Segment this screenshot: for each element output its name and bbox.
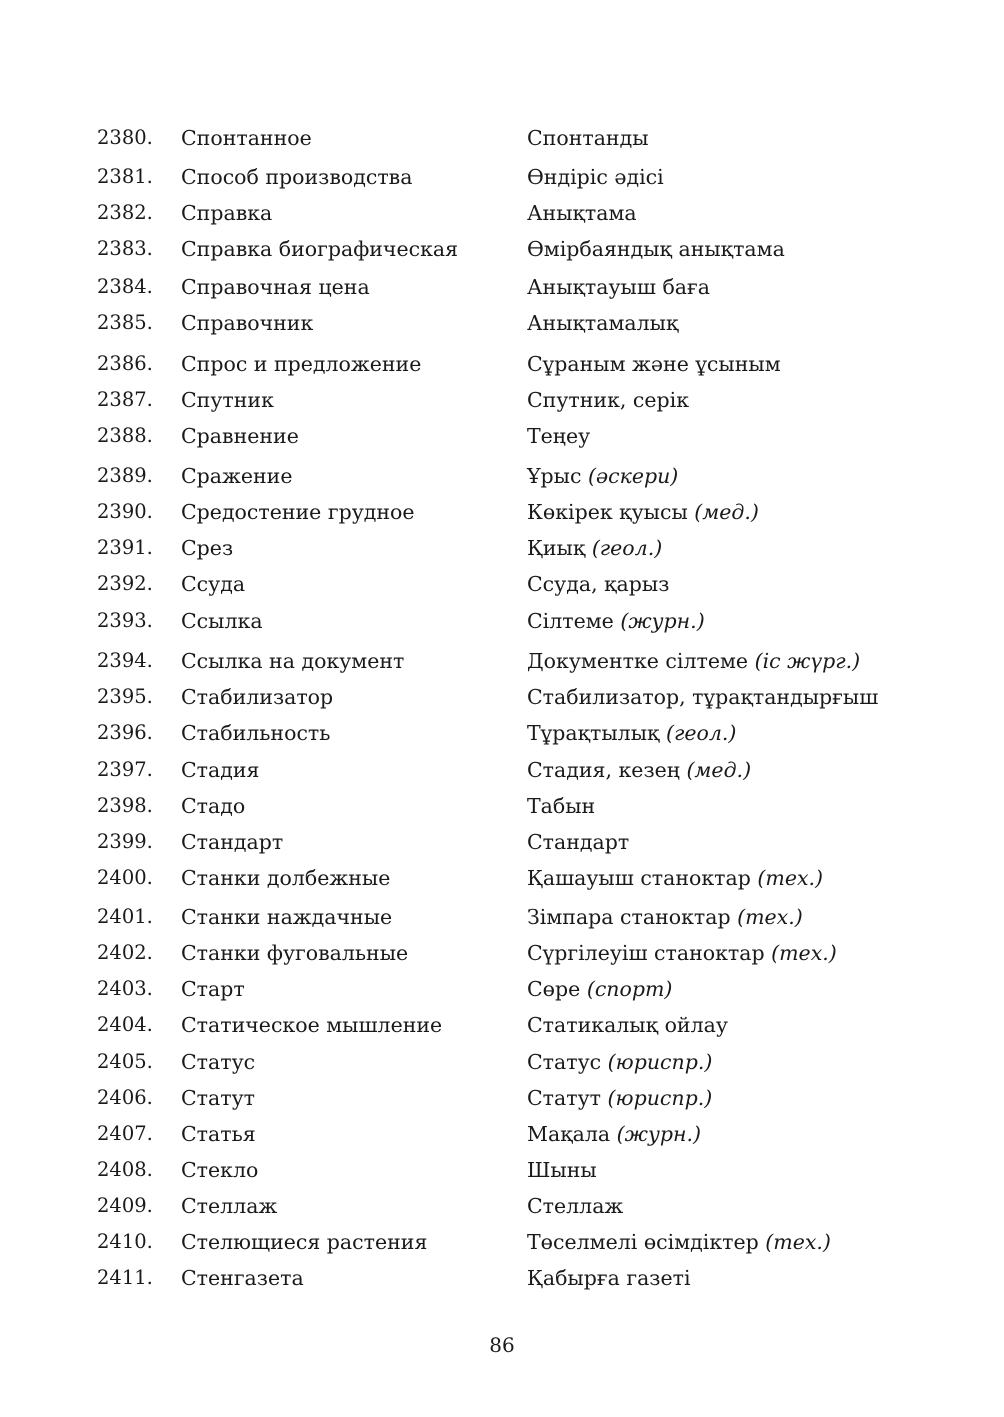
entry-row <box>0 935 1004 971</box>
kazakh-term: Өндіріс әдісі <box>527 165 664 189</box>
entry-number: 2408. <box>97 1158 153 1181</box>
entry-row <box>0 752 1004 788</box>
kazakh-translation <box>527 860 823 896</box>
russian-term: Стабильность <box>181 721 331 745</box>
kazakh-term: Табын <box>527 794 596 818</box>
kazakh-translation <box>527 382 689 418</box>
entry-number: 2401. <box>97 905 153 928</box>
entry-row <box>0 195 1004 231</box>
domain-note: (журн.) <box>620 609 705 633</box>
kazakh-translation <box>527 679 878 715</box>
domain-note: (тех.) <box>737 905 803 929</box>
entry-number: 2382. <box>97 201 153 224</box>
russian-term: Стекло <box>181 1158 259 1182</box>
russian-term: Справка <box>181 201 273 225</box>
entry-number: 2406. <box>97 1086 153 1109</box>
russian-term: Справка биографическая <box>181 237 459 261</box>
russian-term: Ссылка <box>181 609 263 633</box>
entry-number: 2399. <box>97 830 153 853</box>
entry-number: 2392. <box>97 572 153 595</box>
kazakh-term: Анықтама <box>527 201 637 225</box>
kazakh-term: Стадия, кезең <box>527 758 680 782</box>
entry-row <box>0 715 1004 751</box>
kazakh-translation <box>527 1224 831 1260</box>
russian-term: Статус <box>181 1050 256 1074</box>
russian-term: Ссылка на документ <box>181 649 405 673</box>
domain-note: (іс жүрг.) <box>754 649 861 673</box>
russian-term: Стабилизатор <box>181 685 334 709</box>
domain-note: (тех.) <box>765 1230 831 1254</box>
russian-term: Сравнение <box>181 424 299 448</box>
entry-row <box>0 566 1004 602</box>
russian-term: Срез <box>181 536 234 560</box>
entry-row <box>0 899 1004 935</box>
kazakh-term: Тұрақтылық <box>527 721 660 745</box>
russian-term: Станки фуговальные <box>181 941 409 965</box>
domain-note: (юриспр.) <box>607 1050 713 1074</box>
entry-number: 2403. <box>97 977 153 1000</box>
domain-note: (юриспр.) <box>607 1086 713 1110</box>
entry-number: 2393. <box>97 609 153 632</box>
kazakh-translation <box>527 305 678 341</box>
entry-number: 2395. <box>97 685 153 708</box>
kazakh-term: Зімпара станоктар <box>527 905 731 929</box>
entry-row <box>0 346 1004 382</box>
entry-number: 2390. <box>97 500 153 523</box>
kazakh-term: Ұрыс <box>527 464 582 488</box>
entry-row <box>0 1152 1004 1188</box>
entry-row <box>0 1188 1004 1224</box>
entry-row <box>0 120 1004 156</box>
domain-note: (мед.) <box>686 758 752 782</box>
kazakh-translation <box>527 603 705 639</box>
kazakh-term: Стеллаж <box>527 1194 624 1218</box>
russian-term: Стадия <box>181 758 260 782</box>
entry-number: 2394. <box>97 649 153 672</box>
kazakh-term: Анықтамалық <box>527 311 679 335</box>
russian-term: Стеллаж <box>181 1194 278 1218</box>
entry-row <box>0 971 1004 1007</box>
kazakh-term: Ссуда, қарыз <box>527 572 670 596</box>
kazakh-translation <box>527 1116 701 1152</box>
kazakh-term: Қабырға газеті <box>527 1266 691 1290</box>
kazakh-translation <box>527 899 803 935</box>
entry-number: 2389. <box>97 464 153 487</box>
entry-number: 2404. <box>97 1013 153 1036</box>
kazakh-term: Теңеу <box>527 424 591 448</box>
entry-row <box>0 860 1004 896</box>
russian-term: Средостение грудное <box>181 500 415 524</box>
kazakh-translation <box>527 788 595 824</box>
kazakh-translation <box>527 566 669 602</box>
domain-note: (спорт) <box>586 977 673 1001</box>
kazakh-translation <box>527 418 590 454</box>
entry-row <box>0 603 1004 639</box>
entry-row <box>0 231 1004 267</box>
kazakh-translation <box>527 159 664 195</box>
domain-note: (журн.) <box>616 1122 701 1146</box>
entry-row <box>0 1080 1004 1116</box>
kazakh-translation <box>527 195 637 231</box>
kazakh-term: Төселмелі өсімдіктер <box>527 1230 759 1254</box>
entry-number: 2398. <box>97 794 153 817</box>
entry-number: 2381. <box>97 165 153 188</box>
entry-number: 2397. <box>97 758 153 781</box>
kazakh-term: Қашауыш станоктар <box>527 866 751 890</box>
kazakh-translation <box>527 935 837 971</box>
entry-row <box>0 1007 1004 1043</box>
russian-term: Стелющиеся растения <box>181 1230 428 1254</box>
kazakh-translation <box>527 494 759 530</box>
entry-row <box>0 382 1004 418</box>
kazakh-term: Анықтауыш баға <box>527 275 710 299</box>
kazakh-translation <box>527 715 736 751</box>
entry-number: 2402. <box>97 941 153 964</box>
kazakh-translation <box>527 269 710 305</box>
entry-number: 2385. <box>97 311 153 334</box>
kazakh-term: Спутник, серік <box>527 388 690 412</box>
entry-number: 2411. <box>97 1266 153 1289</box>
entry-number: 2384. <box>97 275 153 298</box>
russian-term: Способ производства <box>181 165 413 189</box>
kazakh-translation <box>527 824 629 860</box>
entry-number: 2391. <box>97 536 153 559</box>
entry-number: 2387. <box>97 388 153 411</box>
entry-number: 2380. <box>97 126 153 149</box>
kazakh-term: Сөре <box>527 977 581 1001</box>
page-number: 86 <box>489 1333 515 1357</box>
kazakh-translation <box>527 231 785 267</box>
domain-note: (геол.) <box>591 536 663 560</box>
kazakh-term: Стабилизатор, тұрақтандырғыш <box>527 685 879 709</box>
kazakh-translation <box>527 120 649 156</box>
russian-term: Статическое мышление <box>181 1013 443 1037</box>
russian-term: Стадо <box>181 794 246 818</box>
entry-number: 2410. <box>97 1230 153 1253</box>
entry-number: 2409. <box>97 1194 153 1217</box>
kazakh-term: Спонтанды <box>527 126 649 150</box>
kazakh-translation <box>527 1007 728 1043</box>
entry-row <box>0 824 1004 860</box>
entry-row <box>0 458 1004 494</box>
kazakh-term: Сүргілеуіш станоктар <box>527 941 765 965</box>
kazakh-term: Сұраным және ұсыным <box>527 352 781 376</box>
kazakh-term: Көкірек қуысы <box>527 500 688 524</box>
russian-term: Ссуда <box>181 572 246 596</box>
domain-note: (мед.) <box>694 500 759 524</box>
entry-row <box>0 1224 1004 1260</box>
kazakh-translation <box>527 530 662 566</box>
entry-row <box>0 1116 1004 1152</box>
domain-note: (тех.) <box>771 941 837 965</box>
entry-row <box>0 788 1004 824</box>
russian-term: Стандарт <box>181 830 284 854</box>
kazakh-translation <box>527 752 751 788</box>
russian-term: Старт <box>181 977 245 1001</box>
kazakh-translation <box>527 346 781 382</box>
entry-row <box>0 305 1004 341</box>
russian-term: Стенгазета <box>181 1266 304 1290</box>
kazakh-translation <box>527 643 860 679</box>
entry-number: 2407. <box>97 1122 153 1145</box>
kazakh-term: Статикалық ойлау <box>527 1013 728 1037</box>
russian-term: Статут <box>181 1086 255 1110</box>
domain-note: (геол.) <box>665 721 737 745</box>
entry-number: 2386. <box>97 352 153 375</box>
kazakh-translation <box>527 1260 691 1296</box>
kazakh-term: Сілтеме <box>527 609 614 633</box>
entry-number: 2383. <box>97 237 153 260</box>
russian-term: Станки долбежные <box>181 866 391 890</box>
entry-number: 2400. <box>97 866 153 889</box>
russian-term: Спрос и предложение <box>181 352 422 376</box>
kazakh-translation <box>527 1080 712 1116</box>
entry-row <box>0 679 1004 715</box>
russian-term: Сражение <box>181 464 293 488</box>
kazakh-term: Статус <box>527 1050 602 1074</box>
entry-row <box>0 530 1004 566</box>
entry-row <box>0 643 1004 679</box>
entry-number: 2388. <box>97 424 153 447</box>
russian-term: Справочная цена <box>181 275 370 299</box>
kazakh-translation <box>527 971 672 1007</box>
entry-number: 2396. <box>97 721 153 744</box>
entry-row <box>0 418 1004 454</box>
entry-row <box>0 1044 1004 1080</box>
russian-term: Спонтанное <box>181 126 312 150</box>
russian-term: Спутник <box>181 388 274 412</box>
kazakh-term: Өмірбаяндық анықтама <box>527 237 785 261</box>
kazakh-term: Стандарт <box>527 830 630 854</box>
kazakh-term: Қиық <box>527 536 586 560</box>
kazakh-term: Мақала <box>527 1122 611 1146</box>
domain-note: (тех.) <box>757 866 824 890</box>
entry-row <box>0 1260 1004 1296</box>
kazakh-translation <box>527 1152 597 1188</box>
kazakh-translation <box>527 458 678 494</box>
kazakh-term: Шыны <box>527 1158 597 1182</box>
entry-number: 2405. <box>97 1050 153 1073</box>
kazakh-term: Статут <box>527 1086 601 1110</box>
entry-row <box>0 494 1004 530</box>
kazakh-term: Документке сілтеме <box>527 649 749 673</box>
kazakh-translation <box>527 1044 712 1080</box>
russian-term: Станки наждачные <box>181 905 393 929</box>
entry-row <box>0 159 1004 195</box>
russian-term: Статья <box>181 1122 256 1146</box>
kazakh-translation <box>527 1188 623 1224</box>
entry-row <box>0 269 1004 305</box>
russian-term: Справочник <box>181 311 314 335</box>
domain-note: (әскери) <box>587 464 679 488</box>
